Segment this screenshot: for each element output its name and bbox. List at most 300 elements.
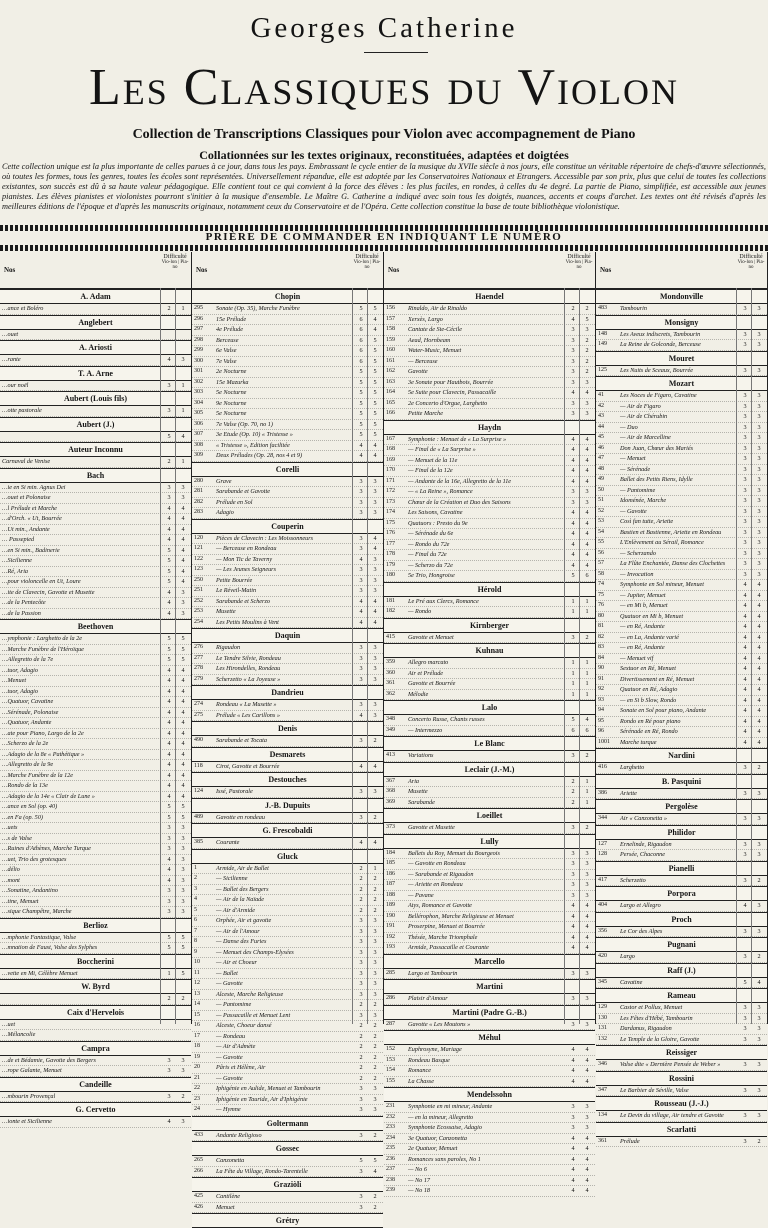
piano-difficulty: 5 [181,969,185,977]
entry-number: 404 [598,902,607,908]
piano-difficulty: 3 [373,701,377,708]
piano-difficulty: 2 [585,357,589,365]
violin-difficulty: 3 [743,953,747,960]
violin-difficulty: 3 [359,1095,363,1103]
violin-difficulty: 3 [359,477,363,485]
composer-heading: G. Frescobaldi [192,823,383,838]
entry-number: 426 [194,1203,203,1210]
violin-difficulty: 4 [571,389,575,396]
composer-heading: Raff (J.) [596,963,767,978]
violin-difficulty: 3 [571,347,575,354]
piano-difficulty: 3 [373,711,377,719]
composer-heading: Pergolèse [596,799,767,814]
piano-difficulty: 4 [181,504,185,512]
violin-difficulty: 3 [743,528,747,536]
composer-heading: Reissiger [596,1045,767,1060]
catalog-entry [596,1014,767,1025]
entry-number: 95 [598,717,604,724]
piano-difficulty: 3 [757,789,761,797]
piano-difficulty: 3 [757,840,761,848]
composer-heading: Loeillet [384,808,595,823]
entry-number: 190 [386,912,395,919]
piano-difficulty: 2 [757,876,761,884]
piano-difficulty: 4 [585,446,589,453]
entry-number: 7 [194,927,197,934]
violin-difficulty: 2 [359,1022,363,1029]
entry-number: 17 [194,1032,200,1039]
piano-difficulty: 4 [585,477,589,485]
composer-heading: Kirnberger [384,618,595,633]
violin-difficulty: 1 [571,608,575,615]
entry-number: 160 [386,347,395,353]
entry-number: 169 [386,456,395,463]
entry-number: 179 [386,561,395,568]
violin-difficulty: 4 [743,696,747,704]
entry-number: 12 [194,980,200,986]
catalog-entry [192,1203,383,1214]
violin-difficulty: 4 [571,902,575,909]
catalog-entry [192,736,383,747]
entry-number: 52 [598,507,604,514]
violin-difficulty: 3 [359,813,363,821]
violin-difficulty: 3 [359,545,363,552]
piano-difficulty: 3 [373,644,377,651]
entry-number: 91 [598,675,604,682]
violin-difficulty: 4 [167,687,171,695]
violin-difficulty: 4 [167,708,171,716]
entry-number: 178 [386,551,395,557]
violin-difficulty: 4 [167,609,171,617]
entry-number: 121 [194,545,203,551]
violin-difficulty: 3 [743,549,747,557]
catalog-entry [0,1092,191,1103]
entry-number: 46 [598,444,604,451]
catalog-entry [596,433,767,444]
violin-difficulty: 3 [359,917,363,924]
piano-difficulty: 5 [373,347,377,354]
piano-difficulty: 3 [757,507,761,515]
catalog-entry [596,454,767,465]
entry-number: 8 [194,938,197,944]
composer-heading: Martini [384,979,595,994]
entry-number: 367 [386,777,395,784]
entry-title: 9e Nocturne [216,399,247,407]
violin-difficulty: 5 [571,716,575,723]
entry-number: 161 [386,357,395,364]
entry-title: — en la mineur, Allegretto [408,1113,474,1121]
piano-difficulty: 4 [757,665,761,672]
entry-title: Valse dite « Dernière Pensée de Weber » [620,1061,721,1068]
entry-number: 251 [194,587,203,593]
entry-number: 182 [386,608,395,614]
entry-number: 231 [386,1103,395,1109]
violin-difficulty: 3 [167,407,171,414]
violin-difficulty: 4 [359,452,363,459]
violin-difficulty: 3 [167,897,171,905]
piano-difficulty: 1 [585,669,589,677]
column-header [384,252,595,289]
violin-difficulty: 2 [571,305,575,312]
violin-difficulty: 3 [743,305,747,312]
entry-title: — Invocation [620,570,654,578]
entry-title: 5e Suite pour Clavecin, Passacaille [408,389,497,396]
piano-difficulty: 4 [585,561,589,569]
entry-number: 307 [194,431,203,437]
catalog-entry [0,834,191,845]
violin-difficulty: 4 [167,750,171,758]
entry-title: Gavotte et Menuet [408,633,454,641]
violin-difficulty: 3 [359,788,363,795]
entry-title: Le Temple de la Gloire, Gavotte [620,1035,700,1043]
column-divider [579,288,580,1024]
piano-difficulty: 4 [373,839,377,846]
violin-difficulty: 4 [359,441,363,449]
violin-difficulty: 3 [743,815,747,822]
piano-difficulty: 3 [757,851,761,858]
violin-difficulty: 5 [359,1157,363,1164]
catalog-entry [0,535,191,546]
catalog-entry [0,655,191,666]
violin-difficulty: 4 [571,530,575,537]
entry-title: — Passacaille et Menuet Lent [216,1011,291,1019]
entry-title: 4e Prélude [216,326,243,333]
piano-difficulty: 2 [373,1074,377,1082]
violin-difficulty: 3 [743,764,747,771]
catalog-entry [192,1011,383,1022]
catalog-entry [192,1063,383,1074]
entry-number: 489 [194,813,203,820]
violin-difficulty: 3 [743,330,747,338]
composer-heading: Nardini [596,748,767,763]
piano-difficulty: 5 [373,420,377,428]
violin-difficulty: 4 [167,719,171,726]
piano-difficulty: 2 [181,1092,185,1100]
entry-title: Adagio [216,509,234,516]
catalog-entry [192,346,383,357]
violin-difficulty: 4 [167,356,171,363]
entry-number: 82 [598,633,604,640]
piano-difficulty: 4 [585,467,589,474]
piano-difficulty: 5 [181,813,185,821]
composer-heading: Méhul [384,1030,595,1045]
catalog-entry [0,865,191,876]
catalog-entry [192,399,383,410]
catalog-entry [0,876,191,887]
entry-number: 266 [194,1167,203,1174]
catalog-entry [192,700,383,711]
catalog-entry [596,706,767,717]
entry-number: 164 [386,389,395,395]
violin-difficulty: 3 [167,908,171,915]
catalog-entry [192,990,383,1001]
entry-number: 274 [194,701,203,707]
piano-difficulty: 3 [585,1124,589,1131]
piano-difficulty: 3 [373,509,377,516]
header-rule [364,52,428,53]
violin-difficulty: 4 [571,519,575,527]
entry-number: 235 [386,1145,395,1151]
piano-difficulty: 3 [373,498,377,506]
composer-heading: Dandrieu [192,685,383,700]
entry-number: 6 [194,917,197,923]
entry-title: Sextuor en Ré, Menuet [620,665,677,672]
violin-difficulty: 4 [167,698,171,705]
violin-difficulty: 5 [167,578,171,585]
entry-title: …Allegretto de la 7e [2,656,54,663]
entry-number: 386 [598,789,607,796]
piano-difficulty: 3 [585,881,589,888]
entry-title: — Final du 72e [408,551,447,558]
piano-difficulty: 2 [373,1053,377,1061]
entry-number: 298 [194,336,203,343]
entry-title: Aria [408,777,420,785]
entry-number: 250 [194,576,203,583]
piano-difficulty: 3 [373,488,377,495]
entry-number: 309 [194,452,203,458]
entry-title: …Quatuor, Andante [2,719,52,726]
entry-number: 18 [194,1043,200,1049]
piano-difficulty: 4 [373,618,377,626]
piano-difficulty: 2 [373,737,377,744]
violin-difficulty: 5 [359,420,363,428]
entry-title: …s de Valse [2,834,32,842]
violin-difficulty: 3 [743,789,747,797]
piano-difficulty: 2 [373,1001,377,1008]
piano-difficulty: 3 [373,959,377,966]
violin-difficulty: 3 [359,1106,363,1113]
entry-title: …Ut min., Andante [2,525,50,533]
catalog-entry [192,1095,383,1106]
piano-difficulty: 4 [585,923,589,930]
violin-difficulty: 5 [359,378,363,386]
entry-title: Les Fêtes d'Hébé, Tambourin [620,1014,693,1022]
entry-number: 158 [386,326,395,332]
entry-title: …en Fa (op. 50) [2,813,43,821]
violin-difficulty: 4 [167,855,171,863]
entry-title: 3e Sonate pour Hautbois, Bourrée [408,378,494,386]
piano-difficulty: 3 [181,599,185,606]
piano-difficulty: 3 [585,1103,589,1110]
entry-title: Cantate de Ste-Cécile [408,326,462,333]
entry-title: Air « Canzonetta » [620,815,667,822]
catalog-entry [0,907,191,918]
entry-number: 280 [194,477,203,484]
piano-difficulty: 5 [373,431,377,438]
violin-difficulty: 6 [359,347,363,354]
piano-difficulty: 3 [373,917,377,924]
violin-difficulty: 2 [571,777,575,785]
entry-number: 295 [194,305,203,311]
piano-difficulty: 3 [757,1086,761,1094]
entry-number: 297 [194,326,203,332]
violin-difficulty: 3 [743,560,747,567]
entry-title: Prélude « Les Carillons » [216,711,280,719]
entry-title: — Air de Chérubin [620,413,668,420]
violin-difficulty: 4 [359,762,363,770]
piano-difficulty: 4 [585,1145,589,1152]
entry-number: 167 [386,435,395,442]
violin-difficulty: 2 [167,458,171,465]
entry-title: …uet [2,1020,16,1028]
piano-difficulty: 4 [181,515,185,522]
entry-title: Le Barbier de Séville, Valse [620,1086,689,1094]
piano-difficulty: 4 [585,389,589,396]
entry-number: 281 [194,488,203,494]
violin-difficulty: 3 [743,518,747,525]
violin-difficulty: 2 [359,896,363,903]
entry-title: Alceste, Marche Religieuse [216,990,284,998]
entry-number: 76 [598,602,604,608]
catalog-entry [596,876,767,887]
entry-number: 287 [386,1020,395,1027]
catalog-entry [596,654,767,665]
catalog-entry [0,718,191,729]
composer-heading: G. Cervetto [0,1102,191,1117]
violin-difficulty: 4 [571,1077,575,1085]
entry-title: Symphonie en Sol mineur, Menuet [620,581,705,588]
entry-number: 56 [598,549,604,556]
piano-difficulty: 3 [373,788,377,795]
violin-difficulty: 4 [743,581,747,588]
entry-number: 4 [194,896,197,902]
violin-difficulty: 3 [743,413,747,420]
catalog-entry [596,475,767,486]
piano-difficulty: 3 [181,866,185,873]
piano-difficulty: 4 [181,525,185,533]
catalog-entry [0,381,191,392]
entry-title: — Duo [620,423,638,431]
entry-number: 55 [598,539,604,545]
catalog-entry [192,304,383,315]
violin-difficulty: 5 [359,399,363,407]
entry-number: 177 [386,540,395,547]
entry-title: Mélodie [408,690,429,698]
catalog-entry [596,727,767,738]
violin-difficulty: 3 [359,566,363,573]
entry-title: 15e Mazurka [216,378,249,386]
column-body [0,289,191,1128]
catalog-entry [596,1003,767,1014]
catalog-entry [384,1186,595,1197]
violin-difficulty: 2 [359,864,363,872]
piano-difficulty: 4 [757,633,761,641]
catalog-entry [192,420,383,431]
catalog-entry [0,588,191,599]
piano-difficulty: 4 [757,696,761,704]
composer-heading: Couperin [192,519,383,534]
piano-difficulty: 5 [181,645,185,653]
entry-number: 43 [598,413,604,419]
violin-difficulty: 2 [167,305,171,312]
violin-difficulty: 5 [167,813,171,821]
piano-difficulty: 3 [757,927,761,935]
entry-number: 252 [194,597,203,604]
entry-title: La Flûte Enchantée, Danse des Clochettes [620,560,726,567]
violin-difficulty: 3 [743,927,747,935]
entry-title: Ariette [620,789,637,797]
entry-title: Deux Préludes (Op. 28, nos 4 et 9) [216,452,303,459]
catalog-entry [0,739,191,750]
violin-difficulty: 3 [571,1103,575,1110]
catalog-entry [192,874,383,885]
catalog-entry [596,549,767,560]
entry-number: 283 [194,509,203,515]
catalog-entry [192,969,383,980]
catalog-entry [192,508,383,519]
piano-difficulty: 3 [373,969,377,977]
violin-difficulty: 3 [743,1086,747,1094]
piano-difficulty: 2 [585,633,589,641]
violin-difficulty: 3 [571,1020,575,1028]
catalog-entry [192,618,383,629]
entry-title: Le Pré aux Clercs, Romance [408,597,479,605]
violin-difficulty: 3 [571,881,575,888]
entry-title: …ance en Sol (op. 40) [2,803,58,810]
piano-difficulty: 5 [181,933,185,941]
entry-title: 5e Nocturne [216,389,247,396]
violin-difficulty: 3 [571,368,575,375]
piano-difficulty: 4 [757,686,761,693]
entry-number: 5 [194,906,197,913]
entry-title: Divertissement en Ré, Menuet [620,675,695,683]
column-divider [367,288,368,1024]
entry-number: 58 [598,570,604,577]
entry-number: 2 [194,875,197,881]
catalog-entry [596,517,767,528]
entry-title: Les Noces de Figaro, Cavatine [620,392,697,399]
entry-number: 237 [386,1166,395,1172]
entry-title: Scherzetto [620,876,646,884]
catalog-entry [192,958,383,969]
catalog-entry [0,634,191,645]
violin-difficulty: 3 [359,938,363,945]
piano-difficulty: 4 [585,902,589,909]
piano-difficulty: 4 [373,315,377,323]
violin-difficulty: 4 [167,876,171,884]
violin-difficulty: 2 [359,1043,363,1050]
catalog-entry [596,717,767,728]
violin-difficulty: 4 [743,665,747,672]
violin-difficulty: 4 [743,686,747,693]
entry-title: …délio [2,866,20,873]
piano-difficulty: 2 [373,1131,377,1139]
violin-difficulty: 3 [743,402,747,410]
entry-title: — Andante de la 16e, Allegretto de la 11e [408,477,512,485]
composer-heading: Marcello [384,954,595,969]
catalog-entry [596,528,767,539]
piano-difficulty: 2 [585,305,589,312]
entry-title: …ymphonie : Larghetto de la 2e [2,635,83,642]
catalog-entry [384,1155,595,1166]
entry-title: Pièces de Clavecin : Les Moissonneurs [216,534,314,542]
piano-difficulty: 4 [181,666,185,674]
piano-difficulty: 2 [757,764,761,771]
violin-difficulty: 3 [571,378,575,386]
violin-difficulty: 3 [743,570,747,578]
catalog-entry [384,1066,595,1077]
entry-title: Aead, Hornbeam [408,336,451,344]
piano-difficulty: 2 [373,875,377,882]
catalog-column [596,252,768,1145]
entry-title: Musette [216,608,236,615]
column-divider [352,288,353,1024]
catalog-entry [0,933,191,944]
catalog-entry [596,927,767,938]
entry-number: 415 [386,633,395,640]
entry-number: 149 [598,341,607,347]
composer-heading: Pianelli [596,861,767,876]
entry-number: 433 [194,1131,203,1138]
